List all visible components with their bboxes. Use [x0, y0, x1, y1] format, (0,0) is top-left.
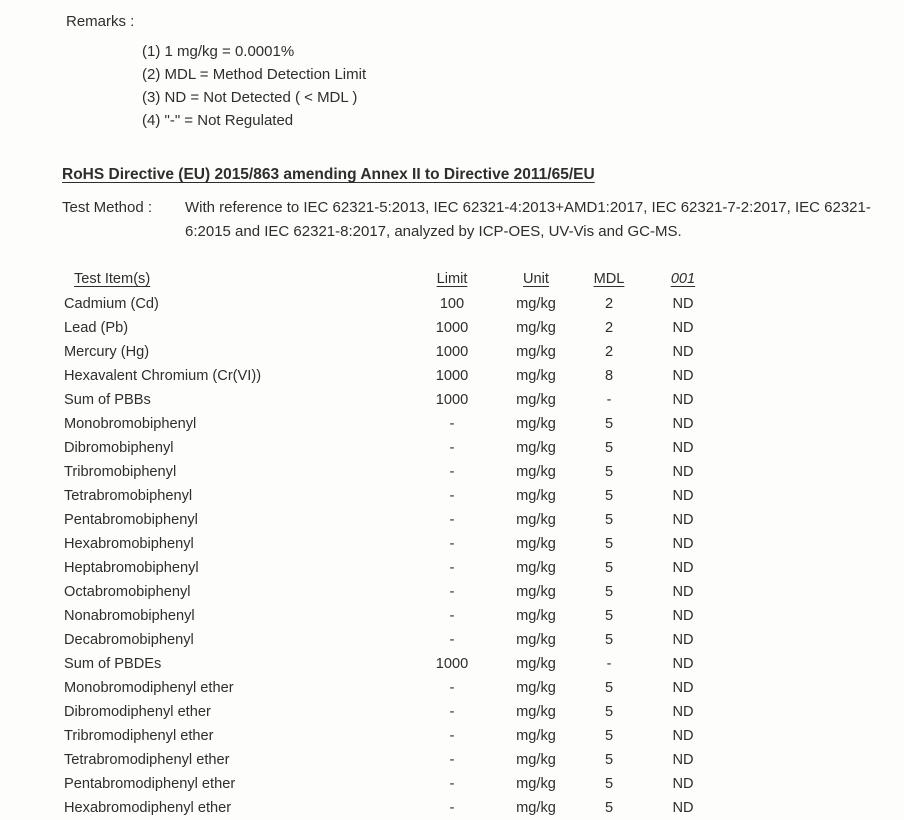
unit-cell: mg/kg: [516, 416, 556, 432]
remark-item: (3) ND = Not Detected ( < MDL ): [142, 89, 358, 106]
table-row: [64, 508, 722, 532]
result-cell: ND: [672, 296, 694, 312]
table-row: [64, 388, 722, 412]
limit-cell: -: [449, 800, 455, 816]
test-item-cell: Octabromobiphenyl: [64, 584, 191, 600]
result-cell: ND: [672, 608, 694, 624]
result-cell: ND: [672, 536, 694, 552]
mdl-cell: -: [606, 392, 612, 408]
col-header-limit: Limit: [436, 271, 468, 287]
result-cell: ND: [672, 488, 694, 504]
test-item-cell: Tribromobiphenyl: [64, 464, 177, 480]
mdl-cell: 5: [604, 728, 614, 744]
limit-cell: -: [449, 776, 455, 792]
result-cell: ND: [672, 320, 694, 336]
mdl-cell: -: [606, 656, 612, 672]
table-row: [64, 484, 722, 508]
table-row: [64, 340, 722, 364]
mdl-cell: 2: [604, 320, 614, 336]
table-row: [64, 556, 722, 580]
mdl-cell: 5: [604, 704, 614, 720]
mdl-cell: 5: [604, 464, 614, 480]
test-item-cell: Hexabromobiphenyl: [64, 536, 194, 552]
unit-cell: mg/kg: [516, 512, 556, 528]
limit-cell: -: [449, 536, 455, 552]
mdl-cell: 5: [604, 416, 614, 432]
test-item-cell: Tetrabromobiphenyl: [64, 488, 193, 504]
table-row: [64, 796, 722, 820]
table-row: [64, 772, 722, 796]
mdl-cell: 2: [604, 296, 614, 312]
result-cell: ND: [672, 728, 694, 744]
result-cell: ND: [672, 440, 694, 456]
results-table: [64, 266, 722, 820]
results-table-header: [64, 266, 722, 292]
results-table-body: [64, 292, 722, 820]
test-item-cell: Heptabromobiphenyl: [64, 560, 199, 576]
limit-cell: -: [449, 584, 455, 600]
test-item-cell: Pentabromobiphenyl: [64, 512, 198, 528]
test-item-cell: Lead (Pb): [64, 320, 129, 336]
unit-cell: mg/kg: [516, 392, 556, 408]
result-cell: ND: [672, 680, 694, 696]
result-cell: ND: [672, 800, 694, 816]
col-header-unit: Unit: [523, 271, 549, 287]
col-header-mdl: MDL: [593, 271, 625, 287]
test-method-label: Test Method :: [62, 199, 153, 216]
test-item-cell: Hexabromodiphenyl ether: [64, 800, 232, 816]
table-row: [64, 412, 722, 436]
table-row: [64, 532, 722, 556]
unit-cell: mg/kg: [516, 344, 556, 360]
table-row: [64, 652, 722, 676]
result-cell: ND: [672, 560, 694, 576]
test-item-cell: Pentabromodiphenyl ether: [64, 776, 236, 792]
limit-cell: -: [449, 560, 455, 576]
limit-cell: -: [449, 728, 455, 744]
table-row: [64, 700, 722, 724]
limit-cell: -: [449, 752, 455, 768]
table-row: [64, 676, 722, 700]
test-method-text: With reference to IEC 62321-5:2013, IEC 62321-4:2013+AMD1:2017, IEC 62321-7-2:2017, IEC 62321-6:2015 and IEC 62321-8:2017, analyzed by ICP-OES, UV-Vis and GC-MS.: [185, 199, 871, 240]
unit-cell: mg/kg: [516, 752, 556, 768]
result-cell: ND: [672, 776, 694, 792]
test-item-cell: Tetrabromodiphenyl ether: [64, 752, 230, 768]
result-cell: ND: [672, 752, 694, 768]
unit-cell: mg/kg: [516, 704, 556, 720]
mdl-cell: 5: [604, 440, 614, 456]
unit-cell: mg/kg: [516, 296, 556, 312]
limit-cell: -: [449, 680, 455, 696]
mdl-cell: 5: [604, 488, 614, 504]
mdl-cell: 5: [604, 608, 614, 624]
mdl-cell: 5: [604, 680, 614, 696]
result-cell: ND: [672, 392, 694, 408]
limit-cell: 1000: [435, 320, 469, 336]
col-header-test-item: Test Item(s): [74, 271, 151, 287]
unit-cell: mg/kg: [516, 368, 556, 384]
table-row: [64, 316, 722, 340]
col-header-sample-001: 001: [670, 271, 696, 287]
limit-cell: 1000: [435, 392, 469, 408]
mdl-cell: 5: [604, 536, 614, 552]
unit-cell: mg/kg: [516, 320, 556, 336]
test-item-cell: Sum of PBDEs: [64, 656, 162, 672]
result-cell: ND: [672, 416, 694, 432]
limit-cell: -: [449, 440, 455, 456]
mdl-cell: 5: [604, 512, 614, 528]
unit-cell: mg/kg: [516, 440, 556, 456]
result-cell: ND: [672, 584, 694, 600]
result-cell: ND: [672, 368, 694, 384]
test-item-cell: Nonabromobiphenyl: [64, 608, 195, 624]
remark-item: (1) 1 mg/kg = 0.0001%: [142, 43, 295, 60]
result-cell: ND: [672, 512, 694, 528]
table-row: [64, 724, 722, 748]
mdl-cell: 5: [604, 584, 614, 600]
test-item-cell: Decabromobiphenyl: [64, 632, 194, 648]
unit-cell: mg/kg: [516, 488, 556, 504]
directive-heading: RoHS Directive (EU) 2015/863 amending Annex II to Directive 2011/65/EU: [62, 166, 595, 183]
limit-cell: -: [449, 608, 455, 624]
table-row: [64, 292, 722, 316]
unit-cell: mg/kg: [516, 776, 556, 792]
limit-cell: -: [449, 704, 455, 720]
remarks-section: [0, 0, 904, 132]
result-cell: ND: [672, 464, 694, 480]
limit-cell: 100: [439, 296, 465, 312]
remarks-list: [142, 40, 904, 132]
mdl-cell: 5: [604, 752, 614, 768]
table-row: [64, 604, 722, 628]
test-method-section: [62, 196, 904, 244]
test-item-cell: Tribromodiphenyl ether: [64, 728, 214, 744]
unit-cell: mg/kg: [516, 608, 556, 624]
result-cell: ND: [672, 704, 694, 720]
table-row: [64, 460, 722, 484]
limit-cell: -: [449, 416, 455, 432]
unit-cell: mg/kg: [516, 536, 556, 552]
unit-cell: mg/kg: [516, 800, 556, 816]
test-item-cell: Dibromodiphenyl ether: [64, 704, 211, 720]
limit-cell: 1000: [435, 344, 469, 360]
limit-cell: -: [449, 632, 455, 648]
remark-item: (2) MDL = Method Detection Limit: [142, 66, 367, 83]
mdl-cell: 2: [604, 344, 614, 360]
table-row: [64, 628, 722, 652]
unit-cell: mg/kg: [516, 560, 556, 576]
mdl-cell: 8: [604, 368, 614, 384]
test-item-cell: Monobromodiphenyl ether: [64, 680, 234, 696]
test-item-cell: Dibromobiphenyl: [64, 440, 174, 456]
test-item-cell: Monobromobiphenyl: [64, 416, 197, 432]
result-cell: ND: [672, 344, 694, 360]
unit-cell: mg/kg: [516, 728, 556, 744]
test-item-cell: Mercury (Hg): [64, 344, 150, 360]
result-cell: ND: [672, 632, 694, 648]
mdl-cell: 5: [604, 776, 614, 792]
table-row: [64, 436, 722, 460]
limit-cell: -: [449, 512, 455, 528]
remark-item: (4) "-" = Not Regulated: [142, 112, 294, 129]
mdl-cell: 5: [604, 800, 614, 816]
result-cell: ND: [672, 656, 694, 672]
unit-cell: mg/kg: [516, 680, 556, 696]
test-item-cell: Hexavalent Chromium (Cr(VI)): [64, 368, 262, 384]
remarks-label: Remarks :: [66, 13, 135, 30]
test-item-cell: Cadmium (Cd): [64, 296, 159, 312]
unit-cell: mg/kg: [516, 656, 556, 672]
unit-cell: mg/kg: [516, 464, 556, 480]
limit-cell: 1000: [435, 656, 469, 672]
unit-cell: mg/kg: [516, 632, 556, 648]
limit-cell: -: [449, 464, 455, 480]
mdl-cell: 5: [604, 560, 614, 576]
mdl-cell: 5: [604, 632, 614, 648]
table-row: [64, 364, 722, 388]
limit-cell: 1000: [435, 368, 469, 384]
table-row: [64, 580, 722, 604]
test-item-cell: Sum of PBBs: [64, 392, 151, 408]
table-row: [64, 748, 722, 772]
unit-cell: mg/kg: [516, 584, 556, 600]
limit-cell: -: [449, 488, 455, 504]
